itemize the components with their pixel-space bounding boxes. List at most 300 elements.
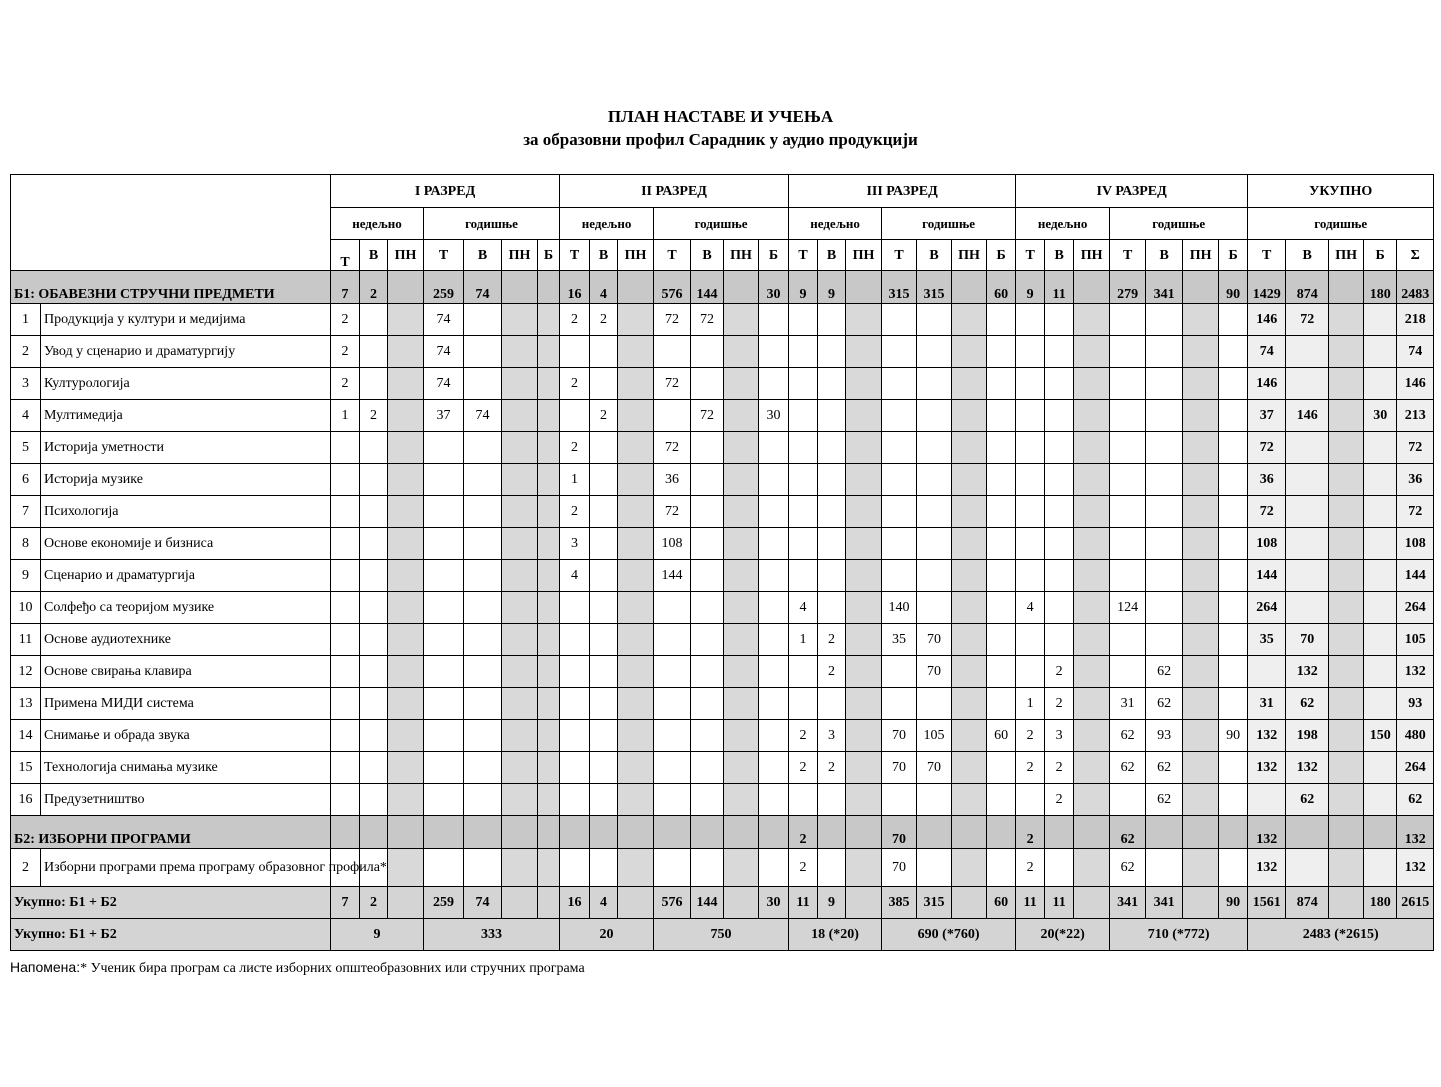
value-cell: 2 xyxy=(360,400,388,432)
value-cell xyxy=(1074,304,1110,336)
value-cell xyxy=(424,496,464,528)
value-cell: 30 xyxy=(759,271,789,304)
col-header-v: В xyxy=(1286,240,1329,271)
value-cell xyxy=(1364,592,1397,624)
value-cell xyxy=(1329,496,1364,528)
value-cell xyxy=(818,592,846,624)
value-cell xyxy=(724,496,759,528)
value-cell: 264 xyxy=(1397,752,1434,784)
value-cell xyxy=(1364,304,1397,336)
value-cell xyxy=(502,688,538,720)
value-cell xyxy=(882,432,917,464)
value-cell xyxy=(424,592,464,624)
value-cell xyxy=(1248,656,1286,688)
value-cell xyxy=(1219,784,1248,816)
value-cell: 74 xyxy=(424,368,464,400)
value-cell: 146 xyxy=(1397,368,1434,400)
value-cell xyxy=(560,592,590,624)
value-cell xyxy=(691,816,724,849)
value-cell xyxy=(1183,720,1219,752)
value-cell xyxy=(1219,400,1248,432)
value-cell xyxy=(846,464,882,496)
value-cell xyxy=(618,496,654,528)
col-header-pn: ПН xyxy=(1074,240,1110,271)
yearly-header: годишње xyxy=(654,208,789,240)
summary-cell: 18 (*20) xyxy=(789,919,882,951)
value-cell: 576 xyxy=(654,887,691,919)
value-cell: 62 xyxy=(1146,752,1183,784)
col-header-v: В xyxy=(1045,240,1074,271)
value-cell xyxy=(1286,816,1329,849)
value-cell xyxy=(1146,560,1183,592)
value-cell xyxy=(789,528,818,560)
value-cell xyxy=(1074,368,1110,400)
value-cell xyxy=(1146,400,1183,432)
value-cell xyxy=(1074,464,1110,496)
value-cell: 4 xyxy=(560,560,590,592)
value-cell: 576 xyxy=(654,271,691,304)
value-cell xyxy=(590,368,618,400)
value-cell: 36 xyxy=(654,464,691,496)
subject-name: Основе економије и бизниса xyxy=(41,528,331,560)
subject-number: 14 xyxy=(11,720,41,752)
subject-row xyxy=(11,336,1434,368)
value-cell: 36 xyxy=(1397,464,1434,496)
value-cell xyxy=(987,336,1016,368)
subject-name: Сценарио и драматургија xyxy=(41,560,331,592)
value-cell xyxy=(818,464,846,496)
value-cell: 341 xyxy=(1110,887,1146,919)
value-cell xyxy=(1329,528,1364,560)
value-cell xyxy=(538,528,560,560)
value-cell: 105 xyxy=(1397,624,1434,656)
value-cell xyxy=(1183,432,1219,464)
value-cell xyxy=(1329,816,1364,849)
summary-cell: 333 xyxy=(424,919,560,951)
col-header-t: Т xyxy=(1016,240,1045,271)
value-cell: 9 xyxy=(818,887,846,919)
value-cell xyxy=(846,560,882,592)
value-cell: 1429 xyxy=(1248,271,1286,304)
value-cell xyxy=(1146,496,1183,528)
value-cell xyxy=(1016,336,1045,368)
value-cell xyxy=(388,592,424,624)
value-cell: 72 xyxy=(691,400,724,432)
col-header-t: Т xyxy=(654,240,691,271)
value-cell xyxy=(1016,400,1045,432)
subject-name: Увод у сценарио и драматургију xyxy=(41,336,331,368)
value-cell: 30 xyxy=(1364,400,1397,432)
value-cell xyxy=(590,464,618,496)
value-cell xyxy=(1364,656,1397,688)
value-cell xyxy=(818,336,846,368)
value-cell xyxy=(882,656,917,688)
value-cell xyxy=(759,816,789,849)
value-cell xyxy=(759,656,789,688)
value-cell xyxy=(1364,784,1397,816)
subject-number: 9 xyxy=(11,560,41,592)
value-cell xyxy=(331,816,360,849)
value-cell xyxy=(1016,496,1045,528)
value-cell xyxy=(538,656,560,688)
value-cell xyxy=(360,368,388,400)
value-cell xyxy=(987,849,1016,887)
col-header-t: Т xyxy=(1248,240,1286,271)
value-cell xyxy=(388,752,424,784)
value-cell xyxy=(502,400,538,432)
value-cell xyxy=(724,784,759,816)
value-cell xyxy=(818,496,846,528)
value-cell xyxy=(654,592,691,624)
value-cell: 90 xyxy=(1219,271,1248,304)
value-cell: 74 xyxy=(1397,336,1434,368)
value-cell: 180 xyxy=(1364,271,1397,304)
value-cell: 144 xyxy=(654,560,691,592)
value-cell xyxy=(388,720,424,752)
value-cell xyxy=(590,560,618,592)
value-cell: 2 xyxy=(331,304,360,336)
header-corner xyxy=(11,175,331,271)
value-cell xyxy=(1219,560,1248,592)
value-cell xyxy=(818,304,846,336)
value-cell xyxy=(846,400,882,432)
col-header-pn: ПН xyxy=(1183,240,1219,271)
subject-row xyxy=(11,528,1434,560)
value-cell xyxy=(818,688,846,720)
value-cell xyxy=(724,368,759,400)
value-cell xyxy=(1364,816,1397,849)
value-cell xyxy=(952,368,987,400)
value-cell xyxy=(388,887,424,919)
yearly-header: годишње xyxy=(424,208,560,240)
value-cell: 93 xyxy=(1146,720,1183,752)
value-cell xyxy=(1146,592,1183,624)
value-cell xyxy=(538,784,560,816)
curriculum-table xyxy=(10,174,1434,951)
col-header-v: В xyxy=(590,240,618,271)
value-cell xyxy=(360,336,388,368)
value-cell: 132 xyxy=(1397,656,1434,688)
value-cell xyxy=(882,560,917,592)
value-cell xyxy=(538,336,560,368)
value-cell xyxy=(1074,560,1110,592)
value-cell: 62 xyxy=(1397,784,1434,816)
value-cell xyxy=(952,304,987,336)
value-cell xyxy=(1219,528,1248,560)
summary-label: Укупно: Б1 + Б2 xyxy=(11,919,331,951)
summary-cell: 20(*22) xyxy=(1016,919,1110,951)
value-cell xyxy=(691,624,724,656)
value-cell xyxy=(846,624,882,656)
value-cell xyxy=(590,528,618,560)
subject-number: 1 xyxy=(11,304,41,336)
value-cell xyxy=(987,528,1016,560)
value-cell: 60 xyxy=(987,887,1016,919)
value-cell xyxy=(1219,592,1248,624)
value-cell xyxy=(846,528,882,560)
value-cell xyxy=(917,688,952,720)
summary-cell: 750 xyxy=(654,919,789,951)
value-cell xyxy=(1364,849,1397,887)
value-cell xyxy=(1183,887,1219,919)
value-cell xyxy=(1183,271,1219,304)
value-cell: 2483 xyxy=(1397,271,1434,304)
value-cell xyxy=(759,496,789,528)
value-cell: 259 xyxy=(424,887,464,919)
value-cell xyxy=(759,784,789,816)
value-cell xyxy=(987,816,1016,849)
value-cell xyxy=(538,271,560,304)
value-cell: 132 xyxy=(1248,720,1286,752)
subject-name: Историја уметности xyxy=(41,432,331,464)
value-cell xyxy=(1074,887,1110,919)
value-cell xyxy=(1219,688,1248,720)
value-cell xyxy=(1045,816,1074,849)
value-cell xyxy=(1110,784,1146,816)
value-cell xyxy=(789,368,818,400)
value-cell: 31 xyxy=(1110,688,1146,720)
col-header-pn: ПН xyxy=(1329,240,1364,271)
value-cell xyxy=(882,400,917,432)
value-cell xyxy=(1183,496,1219,528)
value-cell: 150 xyxy=(1364,720,1397,752)
value-cell: 2 xyxy=(590,304,618,336)
value-cell xyxy=(1364,688,1397,720)
value-cell: 2 xyxy=(818,752,846,784)
value-cell xyxy=(691,720,724,752)
value-cell: 108 xyxy=(1397,528,1434,560)
value-cell xyxy=(691,688,724,720)
value-cell xyxy=(464,656,502,688)
subject-row xyxy=(11,752,1434,784)
value-cell xyxy=(502,849,538,887)
subject-row xyxy=(11,656,1434,688)
value-cell xyxy=(952,432,987,464)
grade-header: IV РАЗРЕД xyxy=(1016,175,1248,208)
col-header-pn: ПН xyxy=(952,240,987,271)
value-cell xyxy=(424,752,464,784)
value-cell: 4 xyxy=(1016,592,1045,624)
value-cell: 105 xyxy=(917,720,952,752)
value-cell xyxy=(388,304,424,336)
value-cell xyxy=(560,849,590,887)
yearly-header: годишње xyxy=(1110,208,1248,240)
value-cell xyxy=(724,592,759,624)
value-cell xyxy=(882,304,917,336)
value-cell xyxy=(331,688,360,720)
yearly-header: годишње xyxy=(882,208,1016,240)
value-cell xyxy=(952,400,987,432)
value-cell xyxy=(987,624,1016,656)
value-cell xyxy=(1146,464,1183,496)
value-cell xyxy=(759,368,789,400)
value-cell: 264 xyxy=(1248,592,1286,624)
value-cell: 2 xyxy=(590,400,618,432)
value-cell xyxy=(560,720,590,752)
value-cell xyxy=(846,496,882,528)
value-cell: 2 xyxy=(1016,720,1045,752)
value-cell xyxy=(560,816,590,849)
value-cell xyxy=(331,784,360,816)
value-cell xyxy=(1045,336,1074,368)
value-cell xyxy=(360,496,388,528)
value-cell xyxy=(331,496,360,528)
footnote-label: Напомена: xyxy=(10,959,81,975)
value-cell xyxy=(1074,336,1110,368)
value-cell: 70 xyxy=(917,624,952,656)
value-cell xyxy=(1045,368,1074,400)
value-cell xyxy=(560,688,590,720)
value-cell xyxy=(1016,560,1045,592)
value-cell xyxy=(952,887,987,919)
value-cell: 2 xyxy=(1045,752,1074,784)
value-cell xyxy=(560,400,590,432)
summary-cell: 2483 (*2615) xyxy=(1248,919,1434,951)
value-cell xyxy=(691,656,724,688)
value-cell xyxy=(952,656,987,688)
value-cell xyxy=(654,336,691,368)
value-cell xyxy=(846,752,882,784)
value-cell xyxy=(1183,400,1219,432)
value-cell xyxy=(952,560,987,592)
value-cell xyxy=(1286,432,1329,464)
value-cell xyxy=(1016,528,1045,560)
value-cell xyxy=(618,304,654,336)
value-cell xyxy=(1045,432,1074,464)
value-cell xyxy=(846,784,882,816)
value-cell xyxy=(464,304,502,336)
value-cell: 37 xyxy=(1248,400,1286,432)
value-cell xyxy=(654,752,691,784)
value-cell xyxy=(917,400,952,432)
value-cell xyxy=(331,656,360,688)
value-cell: 144 xyxy=(691,271,724,304)
value-cell xyxy=(1329,432,1364,464)
value-cell xyxy=(846,720,882,752)
value-cell xyxy=(846,688,882,720)
value-cell xyxy=(759,464,789,496)
value-cell xyxy=(882,528,917,560)
value-cell: 315 xyxy=(917,887,952,919)
value-cell xyxy=(846,592,882,624)
value-cell xyxy=(618,752,654,784)
weekly-header: недељно xyxy=(1016,208,1110,240)
value-cell xyxy=(360,432,388,464)
value-cell: 315 xyxy=(882,271,917,304)
value-cell xyxy=(1329,592,1364,624)
value-cell xyxy=(1219,496,1248,528)
value-cell: 2 xyxy=(560,304,590,336)
value-cell xyxy=(618,592,654,624)
col-header-pn: ПН xyxy=(618,240,654,271)
value-cell xyxy=(618,368,654,400)
value-cell: 35 xyxy=(1248,624,1286,656)
value-cell xyxy=(388,528,424,560)
value-cell xyxy=(618,400,654,432)
value-cell xyxy=(1286,496,1329,528)
subject-number: 12 xyxy=(11,656,41,688)
value-cell xyxy=(538,304,560,336)
value-cell: 4 xyxy=(590,887,618,919)
value-cell: 72 xyxy=(1248,496,1286,528)
value-cell xyxy=(502,592,538,624)
page-title: ПЛАН НАСТАВЕ И УЧЕЊА xyxy=(607,107,834,126)
value-cell xyxy=(1329,752,1364,784)
value-cell xyxy=(388,336,424,368)
value-cell: 74 xyxy=(464,400,502,432)
value-cell xyxy=(654,688,691,720)
grade-header: I РАЗРЕД xyxy=(331,175,560,208)
value-cell xyxy=(1074,592,1110,624)
value-cell xyxy=(691,496,724,528)
value-cell: 74 xyxy=(464,271,502,304)
value-cell xyxy=(1074,849,1110,887)
value-cell xyxy=(952,720,987,752)
summary-cell: 710 (*772) xyxy=(1110,919,1248,951)
value-cell xyxy=(691,560,724,592)
subject-row xyxy=(11,304,1434,336)
col-header-pn: ПН xyxy=(502,240,538,271)
value-cell xyxy=(590,849,618,887)
value-cell xyxy=(560,336,590,368)
value-cell xyxy=(331,720,360,752)
value-cell xyxy=(590,432,618,464)
value-cell xyxy=(538,849,560,887)
value-cell: 4 xyxy=(789,592,818,624)
value-cell: 2 xyxy=(331,368,360,400)
value-cell xyxy=(1329,849,1364,887)
value-cell xyxy=(1146,816,1183,849)
value-cell: 90 xyxy=(1219,720,1248,752)
value-cell xyxy=(952,271,987,304)
value-cell xyxy=(987,400,1016,432)
value-cell: 72 xyxy=(654,432,691,464)
subject-number: 5 xyxy=(11,432,41,464)
value-cell xyxy=(538,752,560,784)
value-cell: 72 xyxy=(1397,496,1434,528)
subject-number: 3 xyxy=(11,368,41,400)
value-cell xyxy=(952,688,987,720)
value-cell xyxy=(1364,496,1397,528)
value-cell xyxy=(759,432,789,464)
value-cell xyxy=(1183,849,1219,887)
value-cell xyxy=(917,464,952,496)
value-cell xyxy=(502,496,538,528)
value-cell xyxy=(1219,624,1248,656)
value-cell xyxy=(360,688,388,720)
value-cell xyxy=(1183,784,1219,816)
value-cell xyxy=(724,432,759,464)
value-cell xyxy=(502,887,538,919)
value-cell xyxy=(360,464,388,496)
subject-row xyxy=(11,496,1434,528)
value-cell xyxy=(1146,368,1183,400)
value-cell xyxy=(424,784,464,816)
value-cell: 70 xyxy=(882,816,917,849)
value-cell xyxy=(424,849,464,887)
value-cell xyxy=(1286,592,1329,624)
subject-number: 6 xyxy=(11,464,41,496)
value-cell xyxy=(882,784,917,816)
value-cell xyxy=(724,656,759,688)
value-cell: 341 xyxy=(1146,271,1183,304)
value-cell xyxy=(388,496,424,528)
value-cell: 2 xyxy=(1045,688,1074,720)
value-cell: 16 xyxy=(560,271,590,304)
value-cell: 11 xyxy=(1045,887,1074,919)
value-cell: 70 xyxy=(917,656,952,688)
value-cell xyxy=(917,432,952,464)
